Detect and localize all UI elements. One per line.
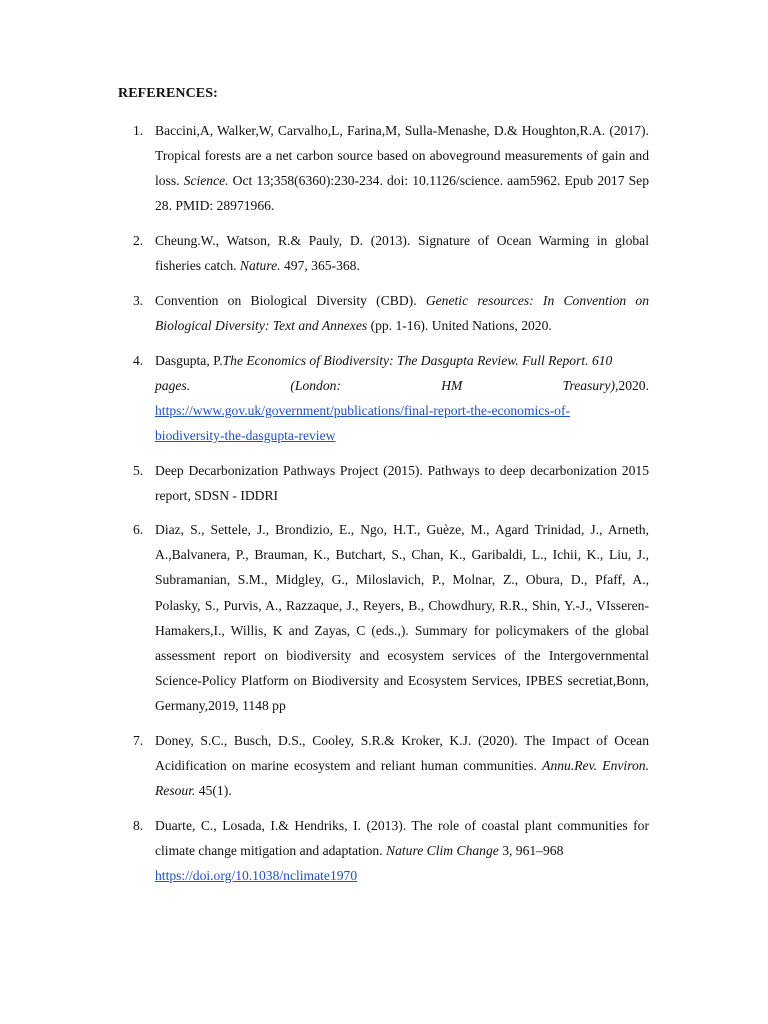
- reference-link[interactable]: https://doi.org/10.1038/nclimate1970: [155, 867, 358, 883]
- reference-number: 1.: [133, 123, 144, 138]
- reference-item-2: [133, 228, 649, 278]
- reference-journal: Science.: [183, 173, 229, 189]
- reference-number: 5.: [133, 462, 144, 478]
- reference-number: 2.: [133, 232, 144, 248]
- reference-publisher-line: [155, 373, 649, 398]
- reference-text: Doney, S.C., Busch, D.S., Cooley, S.R.& Kroker, K.J. (2020). The Impact of Ocean Acidification on marine ecosystem and reliant human communities.: [155, 732, 649, 773]
- reference-list: [0, 118, 768, 897]
- reference-details: Oct 13;358(6360):230-234. doi: 10.1126/science. aam5962. Epub 2017 Sep 28. PMID: 28971966.: [155, 173, 649, 214]
- reference-number: 4.: [133, 352, 144, 368]
- reference-title: Genetic resources: In Convention on Biological Diversity: Text and Annexes: [155, 292, 649, 333]
- reference-journal: Nature.: [239, 258, 281, 274]
- reference-text: Cheung.W., Watson, R.& Pauly, D. (2013). Signature of Ocean Warming in global fisheries catch.: [155, 232, 649, 274]
- reference-publisher: HM: [441, 377, 463, 393]
- reference-city: (London:: [290, 377, 341, 393]
- reference-year: 2020.: [618, 377, 649, 393]
- reference-text: Diaz, S., Settele, J., Brondizio, E., Ngo, H.T., Guèze, M., Agard Trinidad, J., Arneth, A.,Balvanera, P., Brauman, K., Butchart, S., Chan, K., Garibaldi, L., Ichii, K., Liu, J., Subramanian, S.M., Midgley, G., Miloslavich, P., Molnar, Z., Obura, D., Pfaff, A., Polasky, S., Purvis, A., Razzaque, J., Reyers, B., Chowdhury, R.R., Shin, Y.-J., VIsseren-Hamakers,I., Willis, K and Zayas, C (eds.,). Summary for policymakers of the global assessment report on biodiversity and ecosystem services of the Intergovernmental Science-Policy Platform on Biodiversity and Ecosystem Services, IPBES secretiat,Bonn, Germany,2019, 1148 pp: [155, 522, 649, 713]
- reference-text: Convention on Biological Diversity (CBD).: [155, 292, 426, 308]
- references-heading: REFERENCES:: [118, 86, 218, 101]
- reference-details: 3, 961–968: [498, 842, 564, 858]
- reference-text: Duarte, C., Losada, I.& Hendriks, I. (2013). The role of coastal plant communities for climate change mitigation and adaptation.: [155, 817, 649, 858]
- reference-item-1: [133, 118, 649, 218]
- reference-details: 45(1).: [195, 782, 232, 798]
- reference-number: 7.: [133, 732, 144, 748]
- reference-text: Baccini,A, Walker,W, Carvalho,L, Farina,M, Sulla-Menashe, D.& Houghton,R.A. (2017). Tropical forests are a net carbon source based on aboveground measurements of gain and loss.: [155, 123, 649, 189]
- reference-item-6: [133, 517, 649, 718]
- reference-text: Dasgupta, P.: [155, 352, 223, 368]
- reference-item-5: [133, 458, 649, 508]
- reference-item-7: [133, 728, 649, 803]
- reference-pages: pages.: [155, 377, 191, 393]
- reference-journal: Annu.Rev. Environ. Resour.: [155, 757, 649, 798]
- reference-title: The Economics of Biodiversity: The Dasgupta Review. Full Report. 610: [222, 352, 613, 368]
- reference-publisher-name: Treasury),: [562, 377, 619, 393]
- reference-item-8: [133, 813, 649, 888]
- reference-item-3: [133, 288, 649, 338]
- reference-journal: Nature Clim Change: [386, 842, 499, 858]
- reference-item-4: [133, 348, 649, 448]
- reference-number: 8.: [133, 817, 144, 833]
- reference-details: (pp. 1-16). United Nations, 2020.: [367, 317, 552, 333]
- reference-link[interactable]: https://www.gov.uk/government/publications/final-report-the-economics-of- biodiversity-the-dasgupta-review: [155, 402, 571, 443]
- reference-details: 497, 365-368.: [280, 258, 360, 274]
- reference-number: 3.: [133, 292, 144, 308]
- reference-text: Deep Decarbonization Pathways Project (2015). Pathways to deep decarbonization 2015 report, SDSN - IDDRI: [155, 462, 649, 503]
- reference-number: 6.: [133, 522, 144, 538]
